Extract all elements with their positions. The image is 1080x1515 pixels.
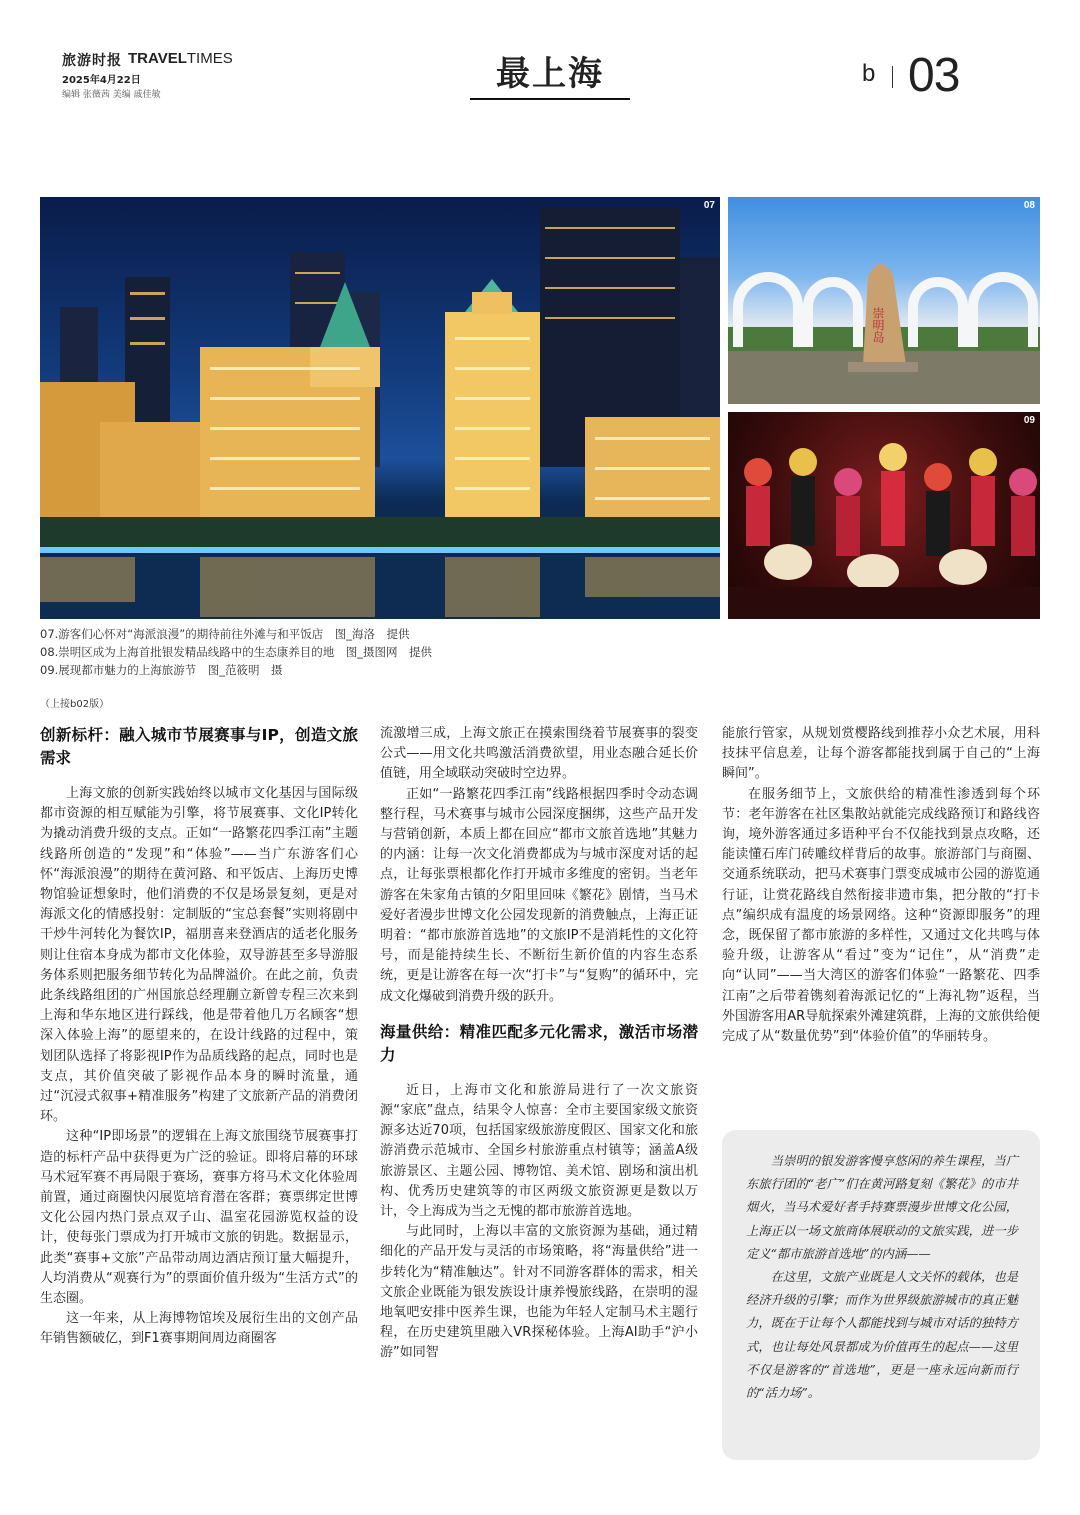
page-number-divider bbox=[892, 66, 893, 88]
pull-quote-text bbox=[746, 1150, 1018, 1405]
continued-from-note: （上接b02版） bbox=[40, 699, 110, 710]
photo-chongming-monument bbox=[728, 197, 1040, 404]
photo-number: 07 bbox=[703, 200, 715, 211]
article-paragraph: 与此同时，上海以丰富的文旅资源为基础，通过精细化的产品开发与灵活的市场策略，将“海量供给”进一步转化为“精准触达”。针对不同游客群体的需求，相关文旅企业既能为银发族设计康养慢旅线路，在崇明的湿地氧吧安排中医养生课，也能为年轻人定制马术主题行程，在历史建筑里融入VR探秘体验。上海AI助手“沪小游”如同智 bbox=[380, 1224, 698, 1361]
photo-number: 09 bbox=[1023, 415, 1035, 426]
article-paragraph: 近日，上海市文化和旅游局进行了一次文旅资源“家底”盘点，结果令人惊喜：全市主要国家级文旅资源多达近70项，包括国家级旅游度假区、国家文化和旅游消费示范城市、全国乡村旅游重点村镇等；涵盖A级旅游景区、主题公园、博物馆、美术馆、剧场和演出机构、优秀历史建筑等的市区两级文旅资源更是数以万计，令上海成为当之无愧的都市旅游首选地。 bbox=[380, 1082, 698, 1220]
section-title-underline bbox=[470, 98, 630, 100]
editor-credits: 编辑 张薇茜 美编 戚佳敏 bbox=[62, 90, 161, 100]
photo-bund-night bbox=[40, 197, 720, 619]
brand-en-bold: TRAVEL bbox=[128, 50, 187, 67]
article-paragraph: 上海文旅的创新实践始终以城市文化基因与国际级都市资源的相互赋能为引擎，将节展赛事、文化IP转化为撬动消费升级的支点。正如“一路繁花四季江南”主题线路所创造的“发现”和“体验”——当广东游客们心怀“海派浪漫”的期待在黄河路、和平饭店、上海历史博物馆验证想象时，他们消费的不仅是场景复刻，更是对海派文化的情感投射：定制版的“宝总套餐”实则将剧中干炒牛河转化为餐饮IP，福朋喜来登酒店的适老化服务则让住宿本身成为都市文化体验，双导游甚至多导游服务体系则把服务细节转化为品牌溢价。在此之前，负责此条线路组团的广州国旅总经理蒯立新曾专程三次来到上海和华东地区进行踩线，他是带着他几万名顾客“想深入体验上海”的愿望来的，在设计线路的过程中，策划团队选择了将影视IP作为品质线路的起点，同时也是支点，其价值突破了影视作品本身的瞬时流量，通过“沉浸式叙事+精准服务”构建了文旅新产品的消费闭环。 bbox=[40, 786, 358, 1125]
photo-number: 08 bbox=[1023, 200, 1035, 211]
monument-inscription: 崇明岛 bbox=[871, 307, 885, 343]
article-paragraph: 在服务细节上，文旅供给的精准性渗透到每个环节：老年游客在社区集散站就能完成线路预订和路线咨询，境外游客通过多语种平台不仅能找到景点攻略，还能读懂石库门砖雕纹样背后的故事。旅游部门与商圈、交通系统联动，把马术赛事门票变成城市公园的游览通行证，让赏花路线自然衔接非遗市集，把分散的“打卡点”编织成有温度的场景网络。这种“资源即服务”的理念，既保留了都市旅游的多样性，又通过文化共鸣与体验升级，让游客从“看过”变为“记住”，从“消费”走向“认同”——当大湾区的游客们体验“一路繁花、四季江南”之后带着镌刻着海派记忆的“上海礼物”返程，当外国游客用AR导航探索外滩建筑群，上海的文旅供给便完成了从“数量优势”到“体验价值”的华丽转身。 bbox=[722, 786, 1040, 1045]
article-heading-innovation: 创新标杆：融入城市节展赛事与IP，创造文旅需求 bbox=[40, 726, 358, 767]
brand-en-light: TIMES bbox=[186, 50, 233, 67]
article-column-1 bbox=[40, 724, 358, 1350]
page-section-letter: b bbox=[862, 60, 876, 87]
page-number: 03 bbox=[908, 49, 960, 102]
pull-quote-paragraph: 在这里，文旅产业既是人文关怀的载体，也是经济升级的引擎；而作为世界级旅游城市的真正魅力，既在于让每个人都能找到与城市对话的独特方式，也让每处风景都成为价值再生的起点——这里不仅是游客的“首选地”，更是一座永远向新而行的“活力场”。 bbox=[746, 1270, 1018, 1401]
article-heading-supply: 海量供给：精准匹配多元化需求，激活市场潜力 bbox=[380, 1022, 698, 1064]
article-column-2 bbox=[380, 724, 698, 1364]
article-paragraph: 正如“一路繁花四季江南”线路根据四季时令动态调整行程，马术赛事与城市公园深度捆绑，这些产品开发与营销创新，本质上都在回应“都市文旅首选地”其魅力的内涵：让每一次文化消费都成为与城市深度对话的起点，让每张票根都化作打开城市多维度的密钥。当老年游客在朱家角古镇的夕阳里回味《繁花》剧情，当马术爱好者漫步世博文化公园发现新的消费触点，上海正证明着：“都市旅游首选地”的文旅IP不是消耗性的文化符号，而是能持续生长、不断衍生新价值的内容生态系统，更是让游客在每一次“打卡”与“复购”的循环中，完成文化爆破到消费升级的跃升。 bbox=[380, 786, 698, 1004]
photo-tourism-festival bbox=[728, 412, 1040, 619]
publication-date: 2025年4月22日 bbox=[62, 75, 141, 86]
caption-08: 08.崇明区成为上海首批银发精品线路中的生态康养目的地 图_摄图网 提供 bbox=[40, 645, 433, 659]
article-paragraph-continued: 能旅行管家，从规划赏樱路线到推荐小众艺术展，用科技抹平信息差，让每个游客都能找到属于自己的“上海瞬间”。 bbox=[722, 726, 1040, 782]
pull-quote-paragraph: 当崇明的银发游客慢享悠闲的养生课程，当广东旅行团的“老广”们在黄河路复刻《繁花》的市井烟火，当马术爱好者手持赛票漫步世博文化公园，上海正以一场文旅商体展联动的文旅实践，进一步定义“都市旅游首选地”的内涵—— bbox=[746, 1154, 1018, 1261]
photo-captions bbox=[40, 625, 432, 679]
caption-09: 09.展现都市魅力的上海旅游节 图_范筱明 摄 bbox=[40, 663, 283, 677]
monument-illustration bbox=[728, 197, 1040, 404]
article-paragraph: 这种“IP即场景”的逻辑在上海文旅围绕节展赛事打造的标杆产品中获得更为广泛的验证。即将启幕的环球马术冠军赛不再局限于赛场，赛事方将马术文化体验周前置，通过商圈快闪展览培育潜在客群；赛票绑定世博文化公园内热门景点双子山、温室花园游览权益的设计，使每张门票成为打开城市文旅的钥匙。数据显示，此类“赛事+文旅”产品带动周边酒店预订量大幅提升，人均消费从“观赛行为”的票面价值升级为“生活方式”的生态圈。 bbox=[40, 1129, 358, 1307]
article-column-3 bbox=[722, 724, 1040, 1047]
caption-07: 07.游客们心怀对“海派浪漫”的期待前往外滩与和平饭店 图_海洛 提供 bbox=[40, 627, 410, 641]
festival-illustration bbox=[728, 412, 1040, 619]
bund-skyline-illustration bbox=[40, 197, 720, 619]
section-title: 最上海 bbox=[496, 54, 604, 94]
article-paragraph: 这一年来，从上海博物馆埃及展衍生出的文创产品年销售额破亿，到F1赛事期间周边商圈客 bbox=[40, 1311, 358, 1347]
brand-name-en bbox=[128, 50, 233, 67]
article-paragraph-continued: 流激增三成，上海文旅正在摸索围绕着节展赛事的裂变公式——用文化共鸣激活消费欲望，用业态融合延长价值链，用全域联动突破时空边界。 bbox=[380, 726, 698, 782]
brand-name-zh: 旅游时报 bbox=[62, 53, 122, 69]
